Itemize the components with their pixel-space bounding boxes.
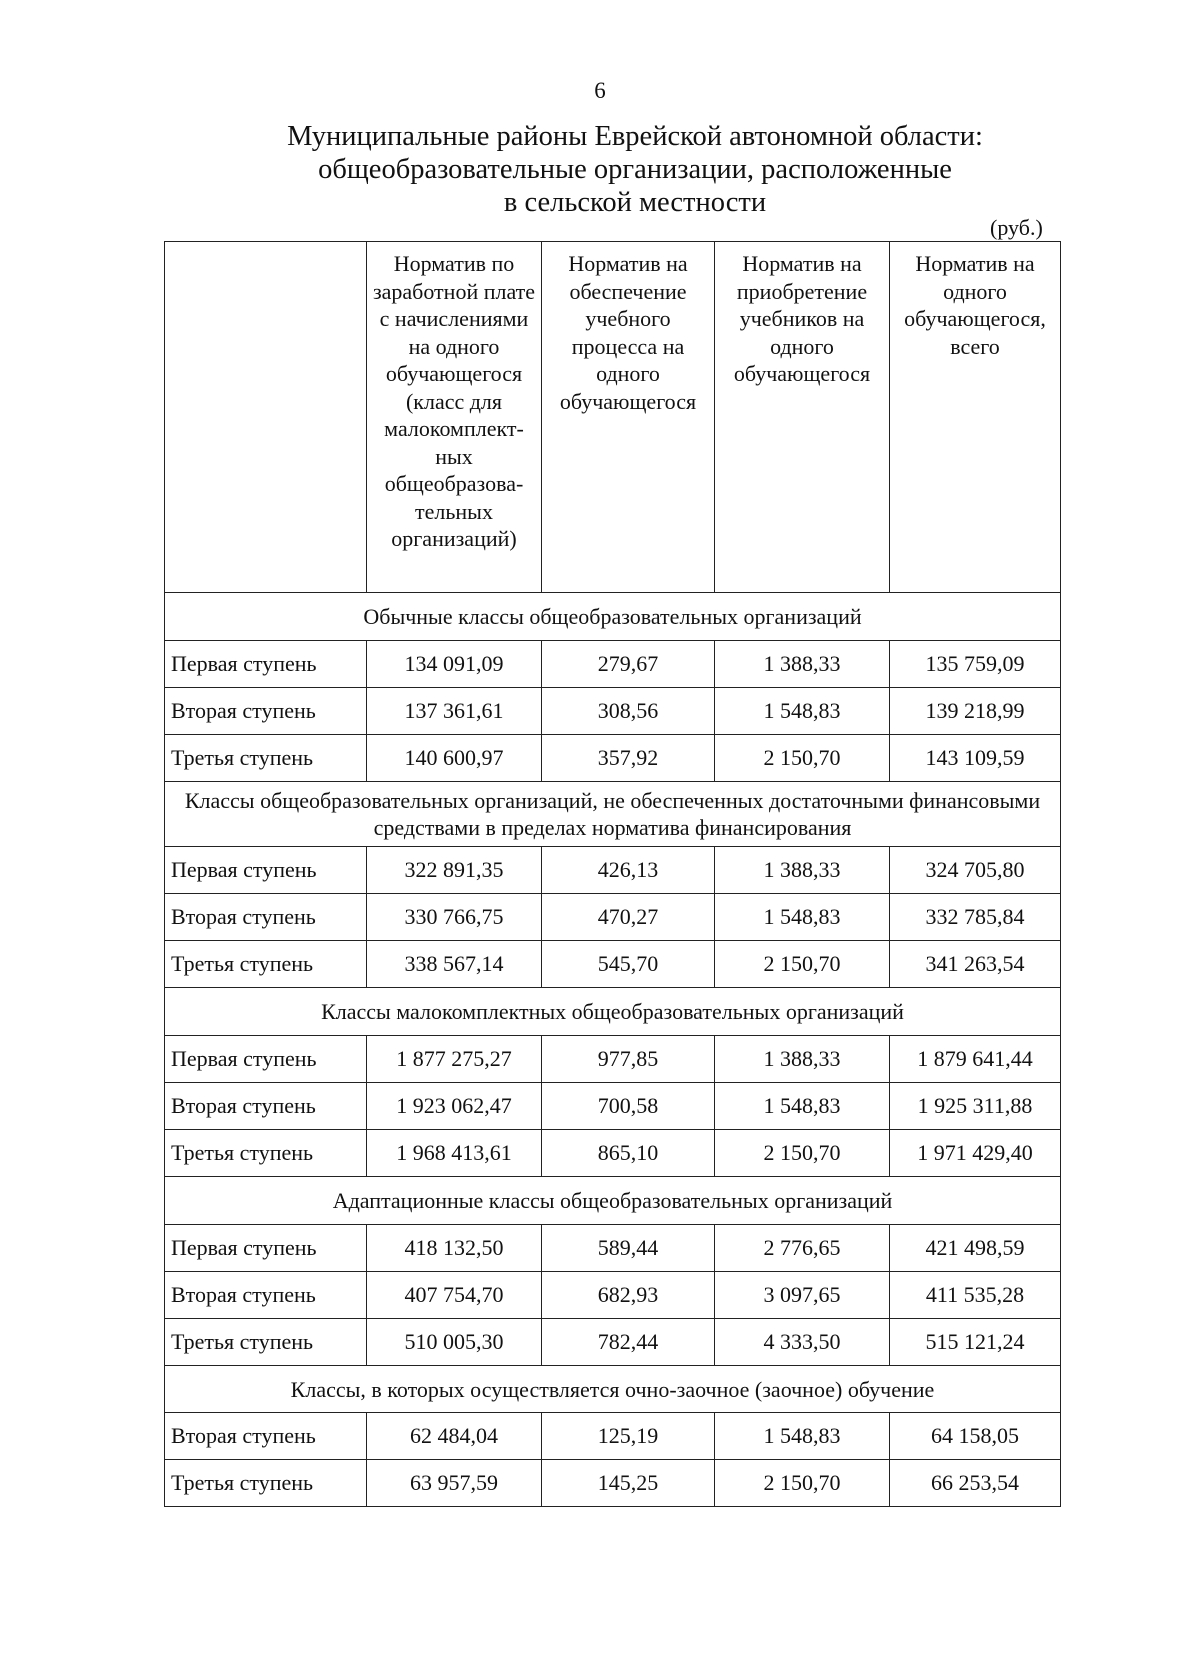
cell-total: 143 109,59: [890, 735, 1061, 782]
cell-textbook: 2 150,70: [715, 735, 890, 782]
cell-process: 700,58: [542, 1083, 715, 1130]
cell-textbook: 2 776,65: [715, 1225, 890, 1272]
row-label: Вторая ступень: [165, 1413, 367, 1460]
cell-process: 682,93: [542, 1272, 715, 1319]
row-label: Вторая ступень: [165, 1083, 367, 1130]
cell-total: 515 121,24: [890, 1319, 1061, 1366]
cell-textbook: 2 150,70: [715, 1130, 890, 1177]
table-row: [165, 1272, 1061, 1319]
table-row: [165, 1130, 1061, 1177]
cell-total: 411 535,28: [890, 1272, 1061, 1319]
document-title: [0, 120, 1200, 219]
cell-salary: 1 968 413,61: [367, 1130, 542, 1177]
row-label: Вторая ступень: [165, 1272, 367, 1319]
table-row: [165, 847, 1061, 894]
cell-process: 782,44: [542, 1319, 715, 1366]
cell-salary: 407 754,70: [367, 1272, 542, 1319]
cell-process: 545,70: [542, 941, 715, 988]
row-label: Первая ступень: [165, 1036, 367, 1083]
cell-salary: 322 891,35: [367, 847, 542, 894]
cell-salary: 134 091,09: [367, 641, 542, 688]
cell-total: 332 785,84: [890, 894, 1061, 941]
header-total-norm: Норматив на одного обучающегося, всего: [890, 242, 1061, 593]
title-line-2: общеобразовательные организации, расположенные: [318, 154, 952, 185]
table-row: [165, 1413, 1061, 1460]
cell-textbook: 1 388,33: [715, 847, 890, 894]
cell-total: 135 759,09: [890, 641, 1061, 688]
table-row: [165, 1036, 1061, 1083]
cell-salary: 62 484,04: [367, 1413, 542, 1460]
cell-total: 139 218,99: [890, 688, 1061, 735]
cell-textbook: 2 150,70: [715, 941, 890, 988]
row-label: Вторая ступень: [165, 894, 367, 941]
cell-salary: 330 766,75: [367, 894, 542, 941]
header-process-norm: Норматив на обеспечение учебного процесса на одного обучающегося: [542, 242, 715, 593]
table-row: [165, 1083, 1061, 1130]
cell-process: 470,27: [542, 894, 715, 941]
title-line-1: Муниципальные районы Еврейской автономной области:: [287, 121, 983, 152]
row-label: Вторая ступень: [165, 688, 367, 735]
cell-process: 426,13: [542, 847, 715, 894]
cell-salary: 140 600,97: [367, 735, 542, 782]
cell-textbook: 2 150,70: [715, 1460, 890, 1507]
cell-total: 1 879 641,44: [890, 1036, 1061, 1083]
cell-total: 324 705,80: [890, 847, 1061, 894]
cell-process: 145,25: [542, 1460, 715, 1507]
row-label: Первая ступень: [165, 641, 367, 688]
cell-total: 1 925 311,88: [890, 1083, 1061, 1130]
cell-total: 341 263,54: [890, 941, 1061, 988]
table-row: [165, 1319, 1061, 1366]
cell-process: 308,56: [542, 688, 715, 735]
cell-total: 64 158,05: [890, 1413, 1061, 1460]
table-header-row: [165, 242, 1061, 593]
cell-process: 865,10: [542, 1130, 715, 1177]
cell-textbook: 3 097,65: [715, 1272, 890, 1319]
table-row: [165, 941, 1061, 988]
cell-salary: 418 132,50: [367, 1225, 542, 1272]
row-label: Третья ступень: [165, 1130, 367, 1177]
table-row: [165, 735, 1061, 782]
cell-textbook: 1 548,83: [715, 1413, 890, 1460]
cell-total: 421 498,59: [890, 1225, 1061, 1272]
section-title: Обычные классы общеобразовательных организаций: [165, 593, 1061, 641]
table-row: [165, 688, 1061, 735]
section-title: Классы, в которых осуществляется очно-заочное (заочное) обучение: [165, 1366, 1061, 1413]
section-row: [165, 593, 1061, 641]
cell-total: 66 253,54: [890, 1460, 1061, 1507]
currency-unit: (руб.): [990, 215, 1043, 240]
cell-process: 589,44: [542, 1225, 715, 1272]
cell-process: 279,67: [542, 641, 715, 688]
header-salary-norm: Норматив по заработной плате с начислениями на одного обучающегося (класс для малокомплект-ных общеобразова-тельных организаций): [367, 242, 542, 593]
section-row: [165, 782, 1061, 847]
title-line-3: в сельской местности: [503, 187, 767, 218]
section-title: Адаптационные классы общеобразовательных организаций: [165, 1177, 1061, 1225]
table-row: [165, 894, 1061, 941]
cell-salary: 1 877 275,27: [367, 1036, 542, 1083]
cell-process: 357,92: [542, 735, 715, 782]
section-row: [165, 1177, 1061, 1225]
row-label: Третья ступень: [165, 735, 367, 782]
row-label: Третья ступень: [165, 1319, 367, 1366]
cell-salary: 63 957,59: [367, 1460, 542, 1507]
section-title: Классы общеобразовательных организаций, не обеспеченных достаточными финансовыми средствами в пределах норматива финансирования: [165, 782, 1061, 847]
cell-salary: 1 923 062,47: [367, 1083, 542, 1130]
header-textbook-norm: Норматив на приобретение учебников на одного обучающегося: [715, 242, 890, 593]
row-label: Первая ступень: [165, 1225, 367, 1272]
cell-salary: 510 005,30: [367, 1319, 542, 1366]
row-label: Третья ступень: [165, 1460, 367, 1507]
cell-textbook: 1 548,83: [715, 894, 890, 941]
table-row: [165, 1460, 1061, 1507]
cell-process: 125,19: [542, 1413, 715, 1460]
row-label: Третья ступень: [165, 941, 367, 988]
cell-salary: 338 567,14: [367, 941, 542, 988]
cell-total: 1 971 429,40: [890, 1130, 1061, 1177]
cell-textbook: 1 548,83: [715, 1083, 890, 1130]
norms-table: [164, 241, 1061, 1507]
cell-textbook: 1 388,33: [715, 641, 890, 688]
cell-salary: 137 361,61: [367, 688, 542, 735]
table-row: [165, 641, 1061, 688]
header-empty: [165, 242, 367, 593]
cell-textbook: 1 548,83: [715, 688, 890, 735]
cell-textbook: 4 333,50: [715, 1319, 890, 1366]
section-title: Классы малокомплектных общеобразовательных организаций: [165, 988, 1061, 1036]
section-row: [165, 1366, 1061, 1413]
cell-textbook: 1 388,33: [715, 1036, 890, 1083]
page-number: 6: [594, 78, 606, 103]
table-row: [165, 1225, 1061, 1272]
section-row: [165, 988, 1061, 1036]
cell-process: 977,85: [542, 1036, 715, 1083]
row-label: Первая ступень: [165, 847, 367, 894]
